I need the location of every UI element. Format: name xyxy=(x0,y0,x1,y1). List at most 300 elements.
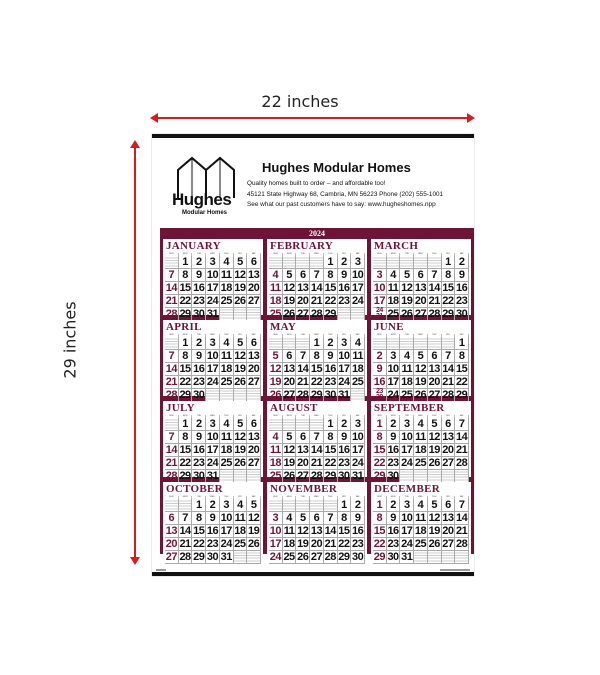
day-cell: 30 xyxy=(206,551,219,563)
day-cell: 17 xyxy=(206,282,219,294)
day-cell: 9 xyxy=(387,431,401,444)
day-cell: 1 xyxy=(179,256,193,269)
day-cell: 19 xyxy=(234,282,246,294)
day-cell: 17 xyxy=(387,376,399,388)
day-cell: 19 xyxy=(283,295,295,307)
day-grid xyxy=(269,499,365,563)
day-cell: 22 xyxy=(193,538,205,550)
day-cell: 4 xyxy=(220,418,234,431)
day-cell: 26 xyxy=(428,457,440,469)
day-cell: 25 xyxy=(283,551,295,563)
day-grid xyxy=(269,418,365,482)
day-cell: 16 xyxy=(338,444,350,456)
day-cell: 10 xyxy=(206,350,219,362)
day-cell: 17 xyxy=(220,525,232,537)
day-cell: 1 xyxy=(442,256,456,269)
day-cell: 16 xyxy=(324,363,336,375)
weekday-label: TUE xyxy=(296,415,310,418)
weekday-label: TUE xyxy=(400,496,414,499)
day-cell: 11 xyxy=(351,350,365,363)
day-cell: 30 xyxy=(352,551,364,563)
day-cell: 2 xyxy=(192,337,206,350)
day-cell: 13 xyxy=(283,363,295,375)
day-cell: 11 xyxy=(414,512,428,525)
day-cell: 25 xyxy=(220,376,232,388)
day-cell: 17 xyxy=(269,538,281,550)
empty-day-cell xyxy=(283,256,297,269)
day-grid xyxy=(373,499,469,563)
empty-day-cell xyxy=(387,337,401,350)
day-cell: 5 xyxy=(283,269,297,282)
day-cell: 14 xyxy=(456,431,468,443)
year-calendar xyxy=(160,228,474,563)
empty-day-cell xyxy=(179,499,193,512)
day-cell: 22 xyxy=(179,295,191,307)
day-cell: 29 xyxy=(442,308,454,320)
day-cell: 11 xyxy=(283,525,297,538)
month-name: FEBRUARY xyxy=(270,240,334,252)
day-cell: 1 xyxy=(192,499,206,512)
empty-day-cell xyxy=(296,337,310,350)
day-cell: 20 xyxy=(442,444,454,456)
day-cell: 8 xyxy=(373,512,387,525)
day-cell: 29 xyxy=(310,389,323,401)
day-cell: 14 xyxy=(442,363,454,375)
day-cell: 26 xyxy=(414,389,427,401)
weekday-label: WED xyxy=(206,253,220,256)
day-cell: 1 xyxy=(179,337,193,350)
weekday-label: WED xyxy=(310,253,324,256)
day-cell: 2 xyxy=(192,418,206,431)
day-cell: 1 xyxy=(373,418,387,431)
day-cell: 14 xyxy=(428,282,440,294)
day-cell: 16 xyxy=(193,444,205,456)
empty-day-cell xyxy=(269,418,283,431)
day-cell: 4 xyxy=(269,269,283,282)
company-name: Hughes Modular Homes xyxy=(262,160,411,175)
day-cell: 16 xyxy=(352,525,364,537)
day-cell: 4 xyxy=(351,337,365,350)
address-line: 45121 State Highway 68, Cambria, MN 56223 Phone (202) 555-1001 xyxy=(247,191,444,198)
day-cell: 30 xyxy=(324,389,336,401)
day-cell: 8 xyxy=(338,512,352,525)
weekday-label: TUE xyxy=(400,415,414,418)
day-cell: 14 xyxy=(179,525,191,537)
day-cell: 13 xyxy=(248,431,260,443)
weekday-label: MON xyxy=(283,496,297,499)
day-cell: 27 xyxy=(248,295,260,307)
day-cell: 14 xyxy=(165,444,177,456)
day-cell: 22 xyxy=(324,457,336,469)
day-cell: 23 xyxy=(338,295,350,307)
day-cell: 8 xyxy=(455,350,469,363)
day-cell: 20 xyxy=(248,363,260,375)
day-cell: 3 xyxy=(206,256,220,269)
day-cell: 8 xyxy=(442,269,456,282)
weekday-label: SUN xyxy=(165,415,179,418)
day-cell: 14 xyxy=(456,512,468,524)
day-cell: 17 xyxy=(338,363,350,375)
day-cell: 22 xyxy=(373,538,385,550)
empty-day-cell xyxy=(373,337,387,350)
weekday-label: WED xyxy=(206,334,220,337)
day-cell: 21 xyxy=(165,457,177,469)
day-cell: 9 xyxy=(373,363,387,376)
weekday-label: SAT xyxy=(247,334,261,337)
month-name: AUGUST xyxy=(270,402,318,414)
day-cell: 28 xyxy=(165,308,177,320)
day-cell: 21 xyxy=(297,376,309,388)
month-name: DECEMBER xyxy=(374,483,440,495)
day-cell: 21 xyxy=(310,457,323,469)
day-cell: 26 xyxy=(297,551,309,563)
day-cell: 17 xyxy=(401,444,413,456)
day-cell: 18 xyxy=(387,295,399,307)
day-cell: 24 xyxy=(401,457,413,469)
day-cell: 23 xyxy=(352,538,364,550)
weekday-label: TUE xyxy=(296,496,310,499)
day-cell: 1 xyxy=(338,499,352,512)
day-cell: 24 xyxy=(387,389,399,401)
weekday-label: SAT xyxy=(455,253,469,256)
day-cell: 16 xyxy=(206,525,219,537)
month-name: JUNE xyxy=(374,321,404,333)
day-cell: 18 xyxy=(220,282,232,294)
day-cell: 7 xyxy=(165,431,179,444)
day-cell: 30 xyxy=(193,470,205,482)
day-cell: 18 xyxy=(220,363,232,375)
day-cell: 2 xyxy=(387,418,401,431)
day-cell: 1 xyxy=(455,337,469,350)
day-cell: 3 xyxy=(206,418,220,431)
month-july xyxy=(163,401,263,482)
day-cell: 21 xyxy=(310,295,323,307)
day-cell: 22 xyxy=(456,376,468,388)
weekday-label: FRI xyxy=(234,496,248,499)
footer-imprint xyxy=(440,569,470,571)
weekday-label: THU xyxy=(428,415,442,418)
day-cell: 2 xyxy=(351,499,365,512)
weekday-label: MON xyxy=(179,415,193,418)
day-cell: 6 xyxy=(165,512,179,525)
day-cell: 5 xyxy=(296,512,310,525)
weekday-label: TUE xyxy=(400,334,414,337)
day-cell: 23 xyxy=(193,295,205,307)
month-name: JULY xyxy=(166,402,195,414)
day-cell: 15 xyxy=(324,444,336,456)
day-cell: 28 xyxy=(310,470,323,482)
day-cell: 25 xyxy=(220,457,232,469)
day-grid xyxy=(165,499,261,563)
day-cell: 28 xyxy=(165,389,177,401)
day-cell: 27 xyxy=(414,308,427,320)
month-name: APRIL xyxy=(166,321,202,333)
day-cell: 27 xyxy=(283,389,295,401)
day-cell: 29 xyxy=(179,308,191,320)
day-cell: 30 xyxy=(193,308,205,320)
day-cell: 30 xyxy=(193,389,205,401)
month-may xyxy=(267,320,367,401)
day-cell: 28 xyxy=(324,551,336,563)
empty-day-cell xyxy=(400,337,414,350)
day-cell: 12 xyxy=(248,512,260,524)
weekday-label: SUN xyxy=(373,496,387,499)
day-cell: 25 xyxy=(414,538,427,550)
day-cell: 23 xyxy=(387,457,399,469)
day-cell: 9 xyxy=(338,269,352,282)
empty-day-cell xyxy=(414,551,428,564)
day-cell: 23 xyxy=(456,295,468,307)
weekday-label: MON xyxy=(283,253,297,256)
day-cell: 8 xyxy=(324,431,338,444)
day-cell: 15 xyxy=(456,363,468,375)
empty-day-cell xyxy=(387,256,401,269)
day-cell: 29 xyxy=(456,389,468,401)
day-cell: 19 xyxy=(234,444,246,456)
day-cell: 9 xyxy=(206,512,220,525)
day-cell: 5 xyxy=(234,337,248,350)
weekday-label: TUE xyxy=(296,253,310,256)
day-cell: 16 xyxy=(338,282,350,294)
day-cell: 12 xyxy=(428,431,440,443)
empty-day-cell xyxy=(373,256,387,269)
day-cell: 25 xyxy=(352,376,364,388)
day-cell: 4 xyxy=(283,512,297,525)
day-grid xyxy=(269,256,365,320)
month-name: JANUARY xyxy=(166,240,221,252)
day-cell: 23 30 xyxy=(373,389,387,402)
weekday-label: WED xyxy=(206,496,220,499)
day-cell: 28 xyxy=(442,389,454,401)
day-cell: 14 xyxy=(324,525,336,537)
month-name: OCTOBER xyxy=(166,483,223,495)
month-october xyxy=(163,482,263,563)
day-cell: 8 xyxy=(310,350,324,363)
day-grid xyxy=(373,418,469,482)
day-cell: 20 xyxy=(297,457,309,469)
day-cell: 13 xyxy=(310,525,323,537)
day-cell: 21 xyxy=(456,525,468,537)
weekday-label: FRI xyxy=(338,253,352,256)
day-cell: 12 xyxy=(401,282,413,294)
empty-day-cell xyxy=(414,337,428,350)
day-cell: 6 xyxy=(310,512,324,525)
day-cell: 22 xyxy=(310,376,323,388)
day-cell: 14 xyxy=(165,282,177,294)
day-cell: 6 xyxy=(283,350,297,363)
day-cell: 3 xyxy=(373,269,387,282)
day-cell: 27 xyxy=(165,551,177,563)
month-name: MAY xyxy=(270,321,297,333)
day-cell: 9 xyxy=(192,431,206,444)
day-cell: 1 xyxy=(324,418,338,431)
day-grid xyxy=(373,337,469,401)
day-cell: 6 xyxy=(428,350,442,363)
day-cell: 17 xyxy=(206,363,219,375)
day-cell: 23 xyxy=(387,538,399,550)
day-cell: 31 xyxy=(220,551,232,563)
empty-day-cell xyxy=(269,256,283,269)
day-cell: 13 xyxy=(248,269,260,281)
day-cell: 20 xyxy=(283,376,295,388)
day-cell: 7 xyxy=(179,512,193,525)
day-cell: 14 xyxy=(310,282,323,294)
day-cell: 26 xyxy=(234,457,246,469)
weekday-label: SAT xyxy=(351,415,365,418)
day-cell: 28 xyxy=(179,551,191,563)
day-cell: 17 xyxy=(401,525,413,537)
day-cell: 19 xyxy=(414,376,427,388)
weekday-label: SUN xyxy=(373,415,387,418)
empty-day-cell xyxy=(442,337,456,350)
day-cell: 18 xyxy=(283,538,295,550)
day-cell: 3 xyxy=(400,499,414,512)
day-cell: 27 xyxy=(297,308,309,320)
day-cell: 19 xyxy=(248,525,260,537)
weekday-label: TUE xyxy=(192,334,206,337)
day-cell: 21 xyxy=(456,444,468,456)
day-cell: 23 xyxy=(324,376,336,388)
weekday-label: SUN xyxy=(269,415,283,418)
day-cell: 10 xyxy=(352,431,364,443)
day-cell: 15 xyxy=(442,282,454,294)
day-cell: 4 xyxy=(387,269,401,282)
promo-line: See what our past customers have to say: www.hugheshomes.npp xyxy=(247,201,436,208)
weekday-label: FRI xyxy=(338,415,352,418)
day-cell: 5 xyxy=(414,350,428,363)
day-cell: 10 xyxy=(338,350,350,362)
weekday-label: THU xyxy=(220,253,234,256)
day-cell: 28 xyxy=(297,389,309,401)
day-cell: 14 xyxy=(165,363,177,375)
day-cell: 11 xyxy=(269,444,283,457)
day-cell: 26 xyxy=(283,470,295,482)
weekday-label: MON xyxy=(179,253,193,256)
weekday-label: MON xyxy=(387,253,401,256)
day-cell: 20 xyxy=(297,295,309,307)
weekday-label: FRI xyxy=(442,415,456,418)
day-cell: 30 xyxy=(387,551,399,563)
day-cell: 29 xyxy=(324,470,336,482)
day-cell: 13 xyxy=(442,512,454,524)
day-cell: 7 xyxy=(296,350,310,363)
day-cell: 16 xyxy=(373,376,385,388)
day-cell: 14 xyxy=(310,444,323,456)
brand-name: Hughes xyxy=(172,190,232,209)
weekday-label: THU xyxy=(220,415,234,418)
empty-day-cell xyxy=(283,418,297,431)
day-cell: 22 xyxy=(179,457,191,469)
day-cell: 12 xyxy=(414,363,427,375)
day-cell: 18 xyxy=(414,525,427,537)
day-cell: 19 xyxy=(428,525,440,537)
day-cell: 29 xyxy=(338,551,350,563)
empty-day-cell xyxy=(310,256,324,269)
day-cell: 16 xyxy=(387,525,399,537)
weekday-label: THU xyxy=(428,253,442,256)
weekday-label: WED xyxy=(310,334,324,337)
day-cell: 19 xyxy=(234,363,246,375)
day-cell: 12 xyxy=(297,525,309,537)
weekday-label: WED xyxy=(310,496,324,499)
month-november xyxy=(267,482,367,563)
day-cell: 17 xyxy=(206,444,219,456)
empty-day-cell xyxy=(234,551,248,564)
weekday-label: SUN xyxy=(269,253,283,256)
day-cell: 9 xyxy=(192,269,206,282)
weekday-label: THU xyxy=(324,415,338,418)
day-cell: 9 xyxy=(387,512,401,525)
day-cell: 1 xyxy=(310,337,324,350)
weekday-label: SAT xyxy=(247,496,261,499)
day-cell: 29 xyxy=(324,308,336,320)
day-cell: 4 xyxy=(414,499,428,512)
day-cell: 2 xyxy=(324,337,338,350)
day-cell: 17 xyxy=(352,444,364,456)
day-cell: 10 xyxy=(352,269,364,281)
day-grid xyxy=(269,337,365,401)
day-cell: 27 xyxy=(248,457,260,469)
day-cell: 18 xyxy=(234,525,246,537)
weekday-label: THU xyxy=(428,496,442,499)
empty-day-cell xyxy=(296,499,310,512)
empty-day-cell xyxy=(165,256,179,269)
day-cell: 24 xyxy=(206,295,219,307)
weekday-label: WED xyxy=(414,415,428,418)
weekday-label: SUN xyxy=(269,496,283,499)
weekday-label: SAT xyxy=(455,496,469,499)
day-cell: 5 xyxy=(234,256,248,269)
day-cell: 3 xyxy=(387,350,401,363)
day-cell: 8 xyxy=(324,269,338,282)
day-cell: 27 xyxy=(428,389,440,401)
day-cell: 22 xyxy=(373,457,385,469)
weekday-label: FRI xyxy=(234,334,248,337)
day-cell: 16 xyxy=(387,444,399,456)
day-cell: 3 xyxy=(269,512,283,525)
day-cell: 6 xyxy=(296,431,310,444)
day-cell: 22 xyxy=(442,295,454,307)
weekday-label: TUE xyxy=(192,415,206,418)
day-cell: 6 xyxy=(247,337,261,350)
day-cell: 3 xyxy=(220,499,234,512)
day-cell: 16 xyxy=(456,282,468,294)
year-label: 2024 xyxy=(309,229,325,238)
day-cell: 13 xyxy=(165,525,177,537)
day-cell: 25 xyxy=(269,308,281,320)
day-cell: 5 xyxy=(234,418,248,431)
month-august xyxy=(267,401,367,482)
day-cell: 16 xyxy=(193,363,205,375)
day-cell: 29 xyxy=(193,551,205,563)
day-cell: 21 xyxy=(442,376,454,388)
day-cell: 14 xyxy=(297,363,309,375)
day-cell: 2 xyxy=(455,256,469,269)
day-cell: 11 xyxy=(220,269,234,282)
day-cell: 25 xyxy=(414,457,427,469)
weekday-label: THU xyxy=(324,496,338,499)
day-cell: 28 xyxy=(310,308,323,320)
day-cell: 5 xyxy=(269,350,283,363)
day-cell: 10 xyxy=(401,431,413,443)
weekday-label: SAT xyxy=(247,253,261,256)
day-cell: 9 xyxy=(324,350,338,363)
day-cell: 7 xyxy=(442,350,456,363)
day-cell: 3 xyxy=(351,256,365,269)
day-cell: 15 xyxy=(179,444,191,456)
day-cell: 18 xyxy=(401,376,413,388)
day-cell: 15 xyxy=(179,282,191,294)
